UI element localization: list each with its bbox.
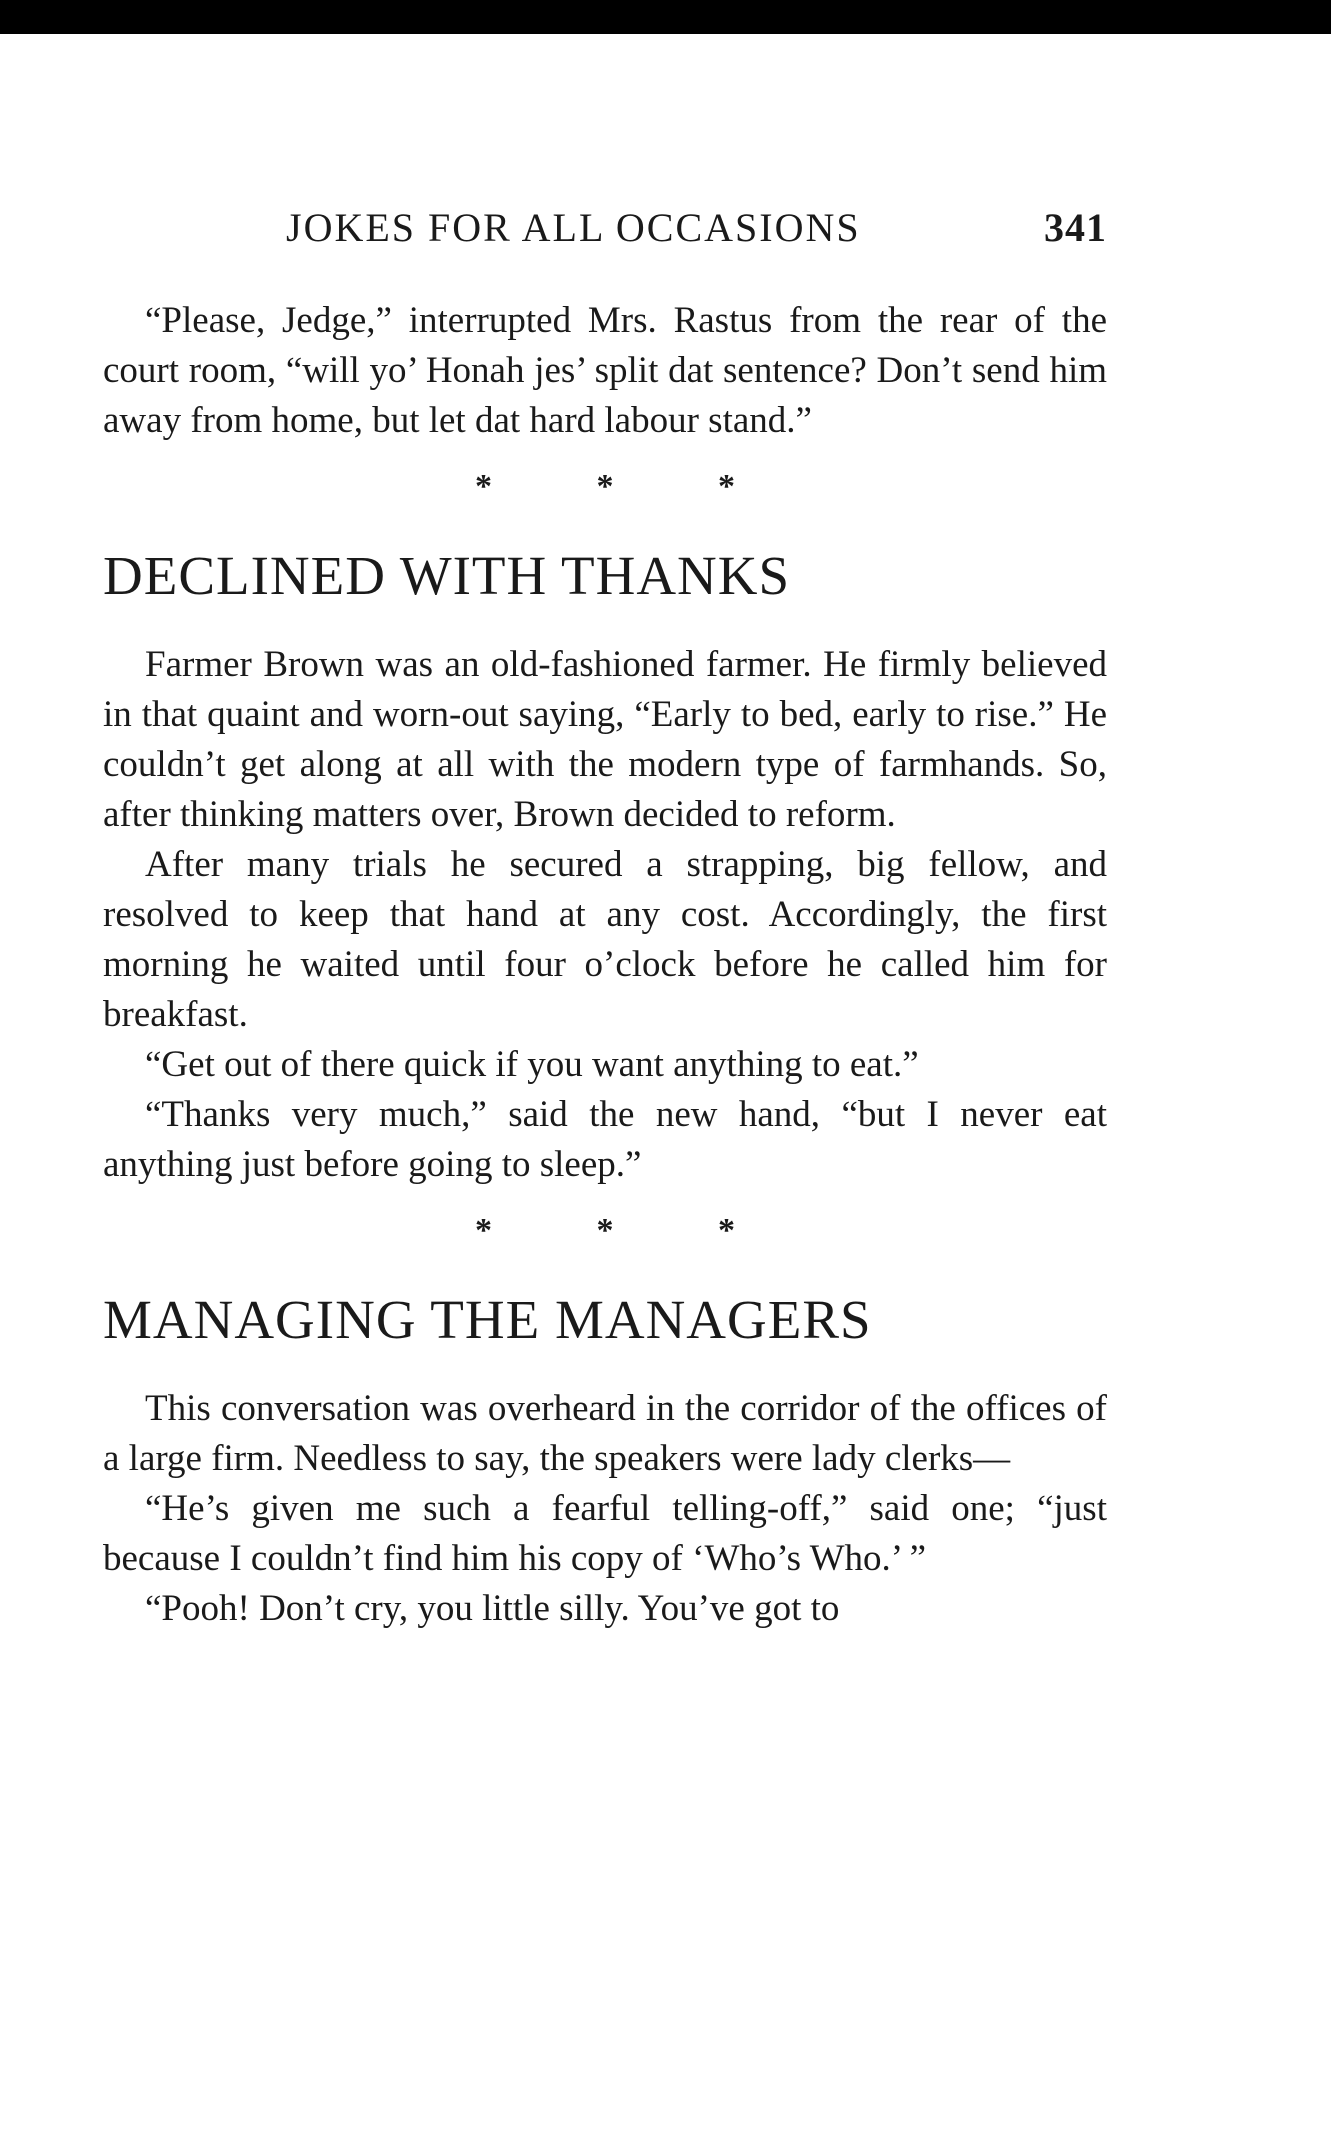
paragraph: “Please, Jedge,” interrupted Mrs. Rastus from the rear of the court room, “will yo’ Honah jes’ split dat sentence? Don’t send him away from home, but let dat hard labour stand.” xyxy=(103,300,1107,441)
section-title-declined-with-thanks: DECLINED WITH THANKS xyxy=(103,545,791,606)
paragraph: “Thanks very much,” said the new hand, “but I never eat anything just before going to sleep.” xyxy=(103,1094,1107,1185)
page-number: 341 xyxy=(1044,205,1107,250)
book-page xyxy=(103,196,1107,1634)
paragraph: “Pooh! Don’t cry, you little silly. You’ve got to xyxy=(145,1588,840,1629)
section-separator: * * * xyxy=(475,1212,783,1249)
paragraph: “He’s given me such a fearful telling-off,” said one; “just because I couldn’t find him his copy of ‘Who’s Who.’ ” xyxy=(103,1488,1107,1579)
scan-border xyxy=(0,0,1331,34)
paragraph: After many trials he secured a strapping, big fellow, and resolved to keep that hand at any cost. Accordingly, the first morning he waited until four o’clock before he called him for breakfast. xyxy=(103,844,1107,1035)
running-title: JOKES FOR ALL OCCASIONS xyxy=(286,205,861,250)
paragraph: This conversation was overheard in the corridor of the offices of a large firm. Needless to say, the speakers were lady clerks— xyxy=(103,1388,1107,1479)
paragraph: Farmer Brown was an old-fashioned farmer. He firmly believed in that quaint and worn-out saying, “Early to bed, early to rise.” He couldn’t get along at all with the modern type of farmhands. So, after thinking matters over, Brown decided to reform. xyxy=(103,644,1107,835)
running-header xyxy=(103,196,1107,256)
section-separator: * * * xyxy=(475,468,783,505)
section-title-managing-the-managers: MANAGING THE MANAGERS xyxy=(103,1289,872,1350)
paragraph: “Get out of there quick if you want anything to eat.” xyxy=(145,1044,919,1085)
